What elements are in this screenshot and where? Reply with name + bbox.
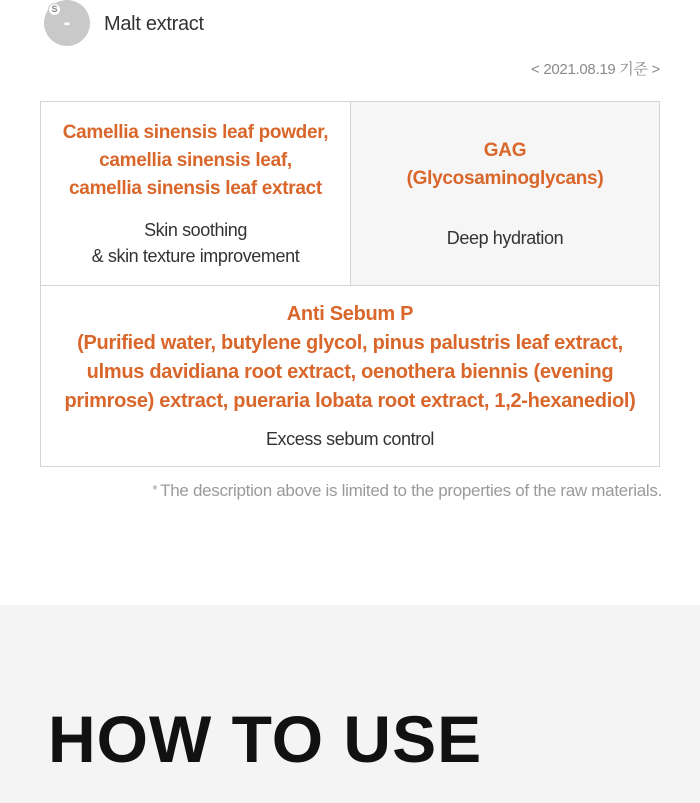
ingredient-table — [40, 101, 660, 467]
ingredient-effect: Excess sebum control — [265, 429, 435, 449]
footnote-asterisk: * — [152, 482, 158, 497]
footnote — [152, 481, 662, 501]
how-to-use-title: HOW TO USE — [48, 702, 483, 776]
badge-letter: S — [48, 3, 61, 16]
ingredient-header-row — [44, 0, 204, 48]
ingredient-name: GAG (Glycosaminoglycans) — [406, 139, 604, 189]
ingredient-name: Camellia sinensis leaf powder, camellia sinensis leaf, camellia sinensis leaf extract — [62, 121, 329, 199]
badge-icon — [44, 0, 90, 46]
footnote-text: The description above is limited to the properties of the raw materials. — [160, 481, 662, 500]
ingredient-label: Malt extract — [104, 12, 204, 35]
how-to-use-section — [0, 605, 700, 803]
ingredient-name: Anti Sebum P (Purified water, butylene glycol, pinus palustris leaf extract, ulmus davidiana root extract, oenothera biennis (evening primrose) extract, pueraria lobata root extract, 1,2-hexanediol) — [64, 303, 636, 412]
ingredient-effect: Skin soothing & skin texture improvement — [91, 219, 300, 266]
ingredient-cell-gag — [351, 102, 659, 286]
ingredient-cell-camellia — [41, 102, 351, 286]
badge-text: - — [63, 12, 71, 34]
date-note: < 2021.08.19 기준 > — [531, 61, 660, 78]
ingredient-effect: Deep hydration — [446, 227, 564, 248]
ingredient-cell-anti-sebum — [41, 286, 659, 466]
